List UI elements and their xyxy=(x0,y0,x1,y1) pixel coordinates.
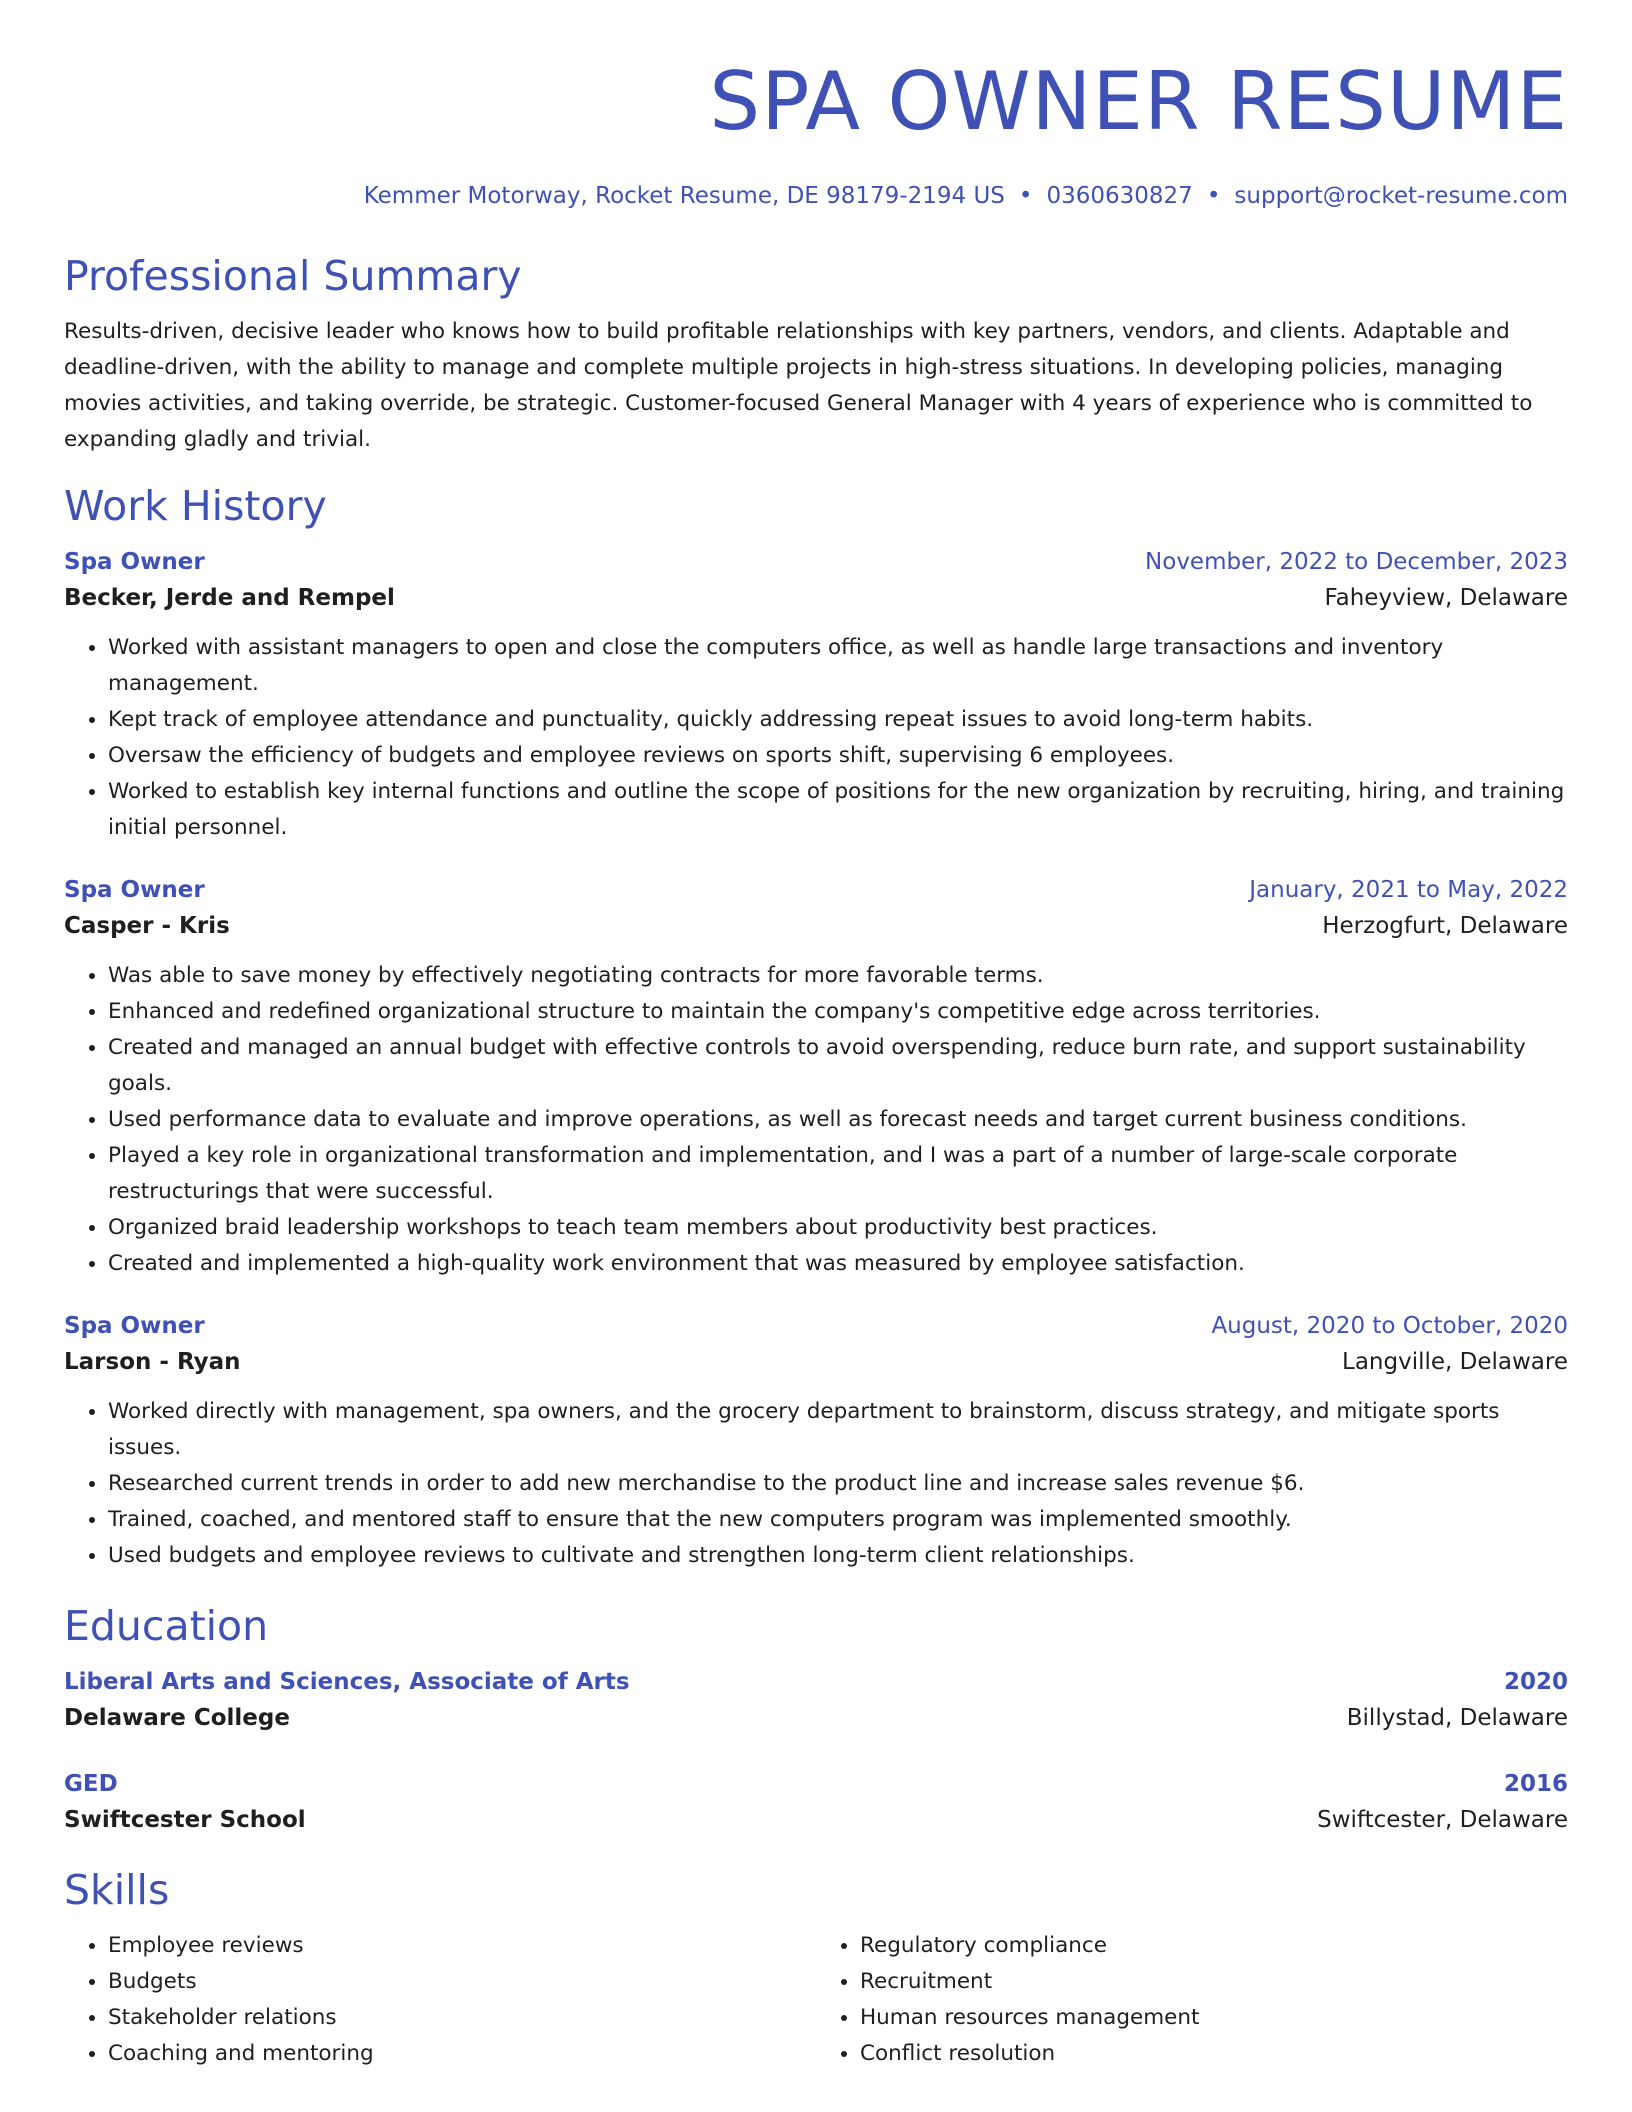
skill-item: • Recruitment xyxy=(860,1964,1568,2000)
job-company: Becker, Jerde and Rempel xyxy=(64,585,395,611)
job-bullet: • Worked directly with management, spa owners, and the grocery department to brainstorm, discuss strategy, and mitigate sports issues. xyxy=(108,1394,1568,1466)
resume-title: SPA OWNER RESUME xyxy=(709,55,1568,148)
contact-address: Kemmer Motorway, Rocket Resume, DE 98179-2194 US xyxy=(363,183,1005,209)
education-degree: Liberal Arts and Sciences, Associate of Arts xyxy=(64,1669,630,1695)
summary-heading: Professional Summary xyxy=(64,252,522,300)
job-bullets xyxy=(64,630,1568,846)
job-bullet: • Was able to save money by effectively negotiating contracts for more favorable terms. xyxy=(108,958,1568,994)
job-dates: January, 2021 to May, 2022 xyxy=(1249,877,1568,903)
job-entry xyxy=(64,544,1568,846)
contact-separator: • xyxy=(1018,183,1033,209)
education-school: Swiftcester School xyxy=(64,1807,306,1833)
job-bullets xyxy=(64,1394,1568,1574)
job-bullet: • Used budgets and employee reviews to cultivate and strengthen long-term client relationships. xyxy=(108,1538,1568,1574)
summary-text: Results-driven, decisive leader who knows how to build profitable relationships with key partners, vendors, and clients. Adaptable and deadline-driven, with the ability to manage and complete multiple projects in high-stress situations. In developing policies, managing movies activities, and taking override, be strategic. Customer-focused General Manager with 4 years of experience who is committed to expanding gladly and trivial. xyxy=(64,319,1533,452)
contact-line xyxy=(64,180,1568,212)
job-bullets xyxy=(64,958,1568,1282)
skill-item: • Budgets xyxy=(108,1964,816,2000)
education-year: 2016 xyxy=(1503,1771,1568,1797)
education-location: Billystad, Delaware xyxy=(1346,1705,1568,1731)
job-bullet: • Kept track of employee attendance and punctuality, quickly addressing repeat issues to avoid long-term habits. xyxy=(108,702,1568,738)
job-bullet: • Oversaw the efficiency of budgets and employee reviews on sports shift, supervising 6 employees. xyxy=(108,738,1568,774)
job-bullet: • Organized braid leadership workshops to teach team members about productivity best practices. xyxy=(108,1210,1568,1246)
job-title: Spa Owner xyxy=(64,549,205,575)
job-location: Herzogfurt, Delaware xyxy=(1322,913,1568,939)
skill-item: • Regulatory compliance xyxy=(860,1928,1568,1964)
job-bullet: • Enhanced and redefined organizational structure to maintain the company's competitive edge across territories. xyxy=(108,994,1568,1030)
job-entry xyxy=(64,872,1568,1282)
job-bullet: • Worked to establish key internal functions and outline the scope of positions for the new organization by recruiting, hiring, and training initial personnel. xyxy=(108,774,1568,846)
skills-column-left xyxy=(64,1928,816,2072)
skill-item: • Human resources management xyxy=(860,2000,1568,2036)
skill-item: • Coaching and mentoring xyxy=(108,2036,816,2072)
education-entry xyxy=(64,1664,1568,1736)
work-history-heading: Work History xyxy=(64,482,327,530)
job-bullet: • Trained, coached, and mentored staff to ensure that the new computers program was implemented smoothly. xyxy=(108,1502,1568,1538)
job-bullet: • Created and implemented a high-quality work environment that was measured by employee satisfaction. xyxy=(108,1246,1568,1282)
education-school: Delaware College xyxy=(64,1705,290,1731)
skills-list xyxy=(64,1928,1568,2072)
job-company: Larson - Ryan xyxy=(64,1349,241,1375)
job-bullet: • Researched current trends in order to add new merchandise to the product line and increase sales revenue $6. xyxy=(108,1466,1568,1502)
skills-heading: Skills xyxy=(64,1866,170,1914)
education-year: 2020 xyxy=(1503,1669,1568,1695)
job-dates: August, 2020 to October, 2020 xyxy=(1211,1313,1568,1339)
education-location: Swiftcester, Delaware xyxy=(1317,1807,1568,1833)
job-location: Faheyview, Delaware xyxy=(1324,585,1568,611)
job-company: Casper - Kris xyxy=(64,913,230,939)
job-entry xyxy=(64,1308,1568,1574)
job-bullet: • Played a key role in organizational transformation and implementation, and I was a part of a number of large-scale corporate restructurings that were successful. xyxy=(108,1138,1568,1210)
contact-phone: 0360630827 xyxy=(1046,183,1193,209)
job-bullet: • Worked with assistant managers to open and close the computers office, as well as handle large transactions and inventory management. xyxy=(108,630,1568,702)
skills-column-right xyxy=(816,1928,1568,2072)
education-degree: GED xyxy=(64,1771,118,1797)
contact-email[interactable]: support@rocket-resume.com xyxy=(1234,183,1568,209)
education-entry xyxy=(64,1766,1568,1838)
job-title: Spa Owner xyxy=(64,877,205,903)
skill-item: • Conflict resolution xyxy=(860,2036,1568,2072)
job-location: Langville, Delaware xyxy=(1342,1349,1568,1375)
job-bullet: • Used performance data to evaluate and improve operations, as well as forecast needs and target current business conditions. xyxy=(108,1102,1568,1138)
skill-item: • Employee reviews xyxy=(108,1928,816,1964)
job-dates: November, 2022 to December, 2023 xyxy=(1145,549,1568,575)
contact-separator: • xyxy=(1206,183,1221,209)
education-heading: Education xyxy=(64,1602,269,1650)
skill-item: • Stakeholder relations xyxy=(108,2000,816,2036)
job-title: Spa Owner xyxy=(64,1313,205,1339)
job-bullet: • Created and managed an annual budget with effective controls to avoid overspending, reduce burn rate, and support sustainability goals. xyxy=(108,1030,1568,1102)
